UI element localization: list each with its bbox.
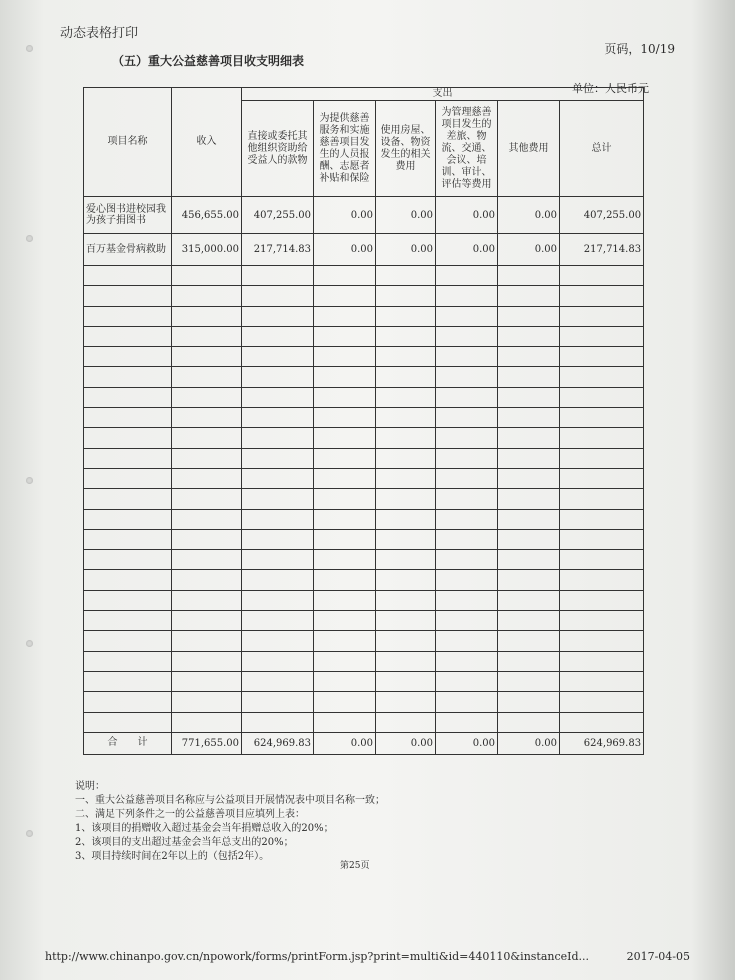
empty-cell: [560, 590, 644, 610]
empty-cell: [242, 712, 314, 732]
empty-cell: [242, 509, 314, 529]
empty-cell: [314, 590, 376, 610]
sum-label: 合 计: [84, 732, 172, 754]
empty-cell: [436, 611, 498, 631]
empty-cell: [242, 367, 314, 387]
empty-cell: [436, 448, 498, 468]
sum-mgmt: 0.00: [436, 732, 498, 754]
note-line: 3、项目持续时间在2年以上的（包括2年）。: [75, 851, 270, 862]
empty-row: [84, 286, 644, 306]
empty-cell: [376, 631, 436, 651]
empty-cell: [498, 408, 560, 428]
empty-cell: [376, 570, 436, 590]
punch-hole: [26, 477, 33, 484]
empty-cell: [376, 266, 436, 286]
empty-cell: [172, 428, 242, 448]
empty-cell: [498, 326, 560, 346]
empty-row: [84, 266, 644, 286]
empty-cell: [314, 387, 376, 407]
empty-cell: [498, 671, 560, 691]
punch-hole: [26, 830, 33, 837]
note-line: 2、该项目的支出超过基金会当年总支出的20%；: [75, 837, 294, 848]
empty-cell: [84, 651, 172, 671]
empty-cell: [84, 712, 172, 732]
empty-cell: [560, 367, 644, 387]
empty-cell: [314, 611, 376, 631]
empty-cell: [436, 326, 498, 346]
empty-cell: [436, 671, 498, 691]
empty-cell: [84, 347, 172, 367]
empty-cell: [84, 428, 172, 448]
punch-hole: [26, 235, 33, 242]
empty-cell: [560, 611, 644, 631]
empty-cell: [498, 306, 560, 326]
notes-heading: 说明：: [75, 781, 105, 792]
empty-rows: [84, 266, 644, 733]
empty-row: [84, 326, 644, 346]
empty-row: [84, 692, 644, 712]
empty-cell: [84, 448, 172, 468]
empty-cell: [84, 387, 172, 407]
empty-cell: [560, 489, 644, 509]
empty-cell: [376, 529, 436, 549]
empty-cell: [242, 408, 314, 428]
header-facilities: 使用房屋、设备、物资发生的相关费用: [376, 101, 436, 197]
empty-cell: [314, 326, 376, 346]
empty-row: [84, 468, 644, 488]
empty-cell: [376, 448, 436, 468]
mgmt-cell: 0.00: [436, 197, 498, 234]
empty-cell: [84, 671, 172, 691]
direct-cell: 407,255.00: [242, 197, 314, 234]
empty-cell: [498, 712, 560, 732]
empty-cell: [242, 448, 314, 468]
empty-cell: [436, 367, 498, 387]
sum-other: 0.00: [498, 732, 560, 754]
empty-cell: [172, 306, 242, 326]
empty-cell: [84, 367, 172, 387]
empty-row: [84, 550, 644, 570]
table-row: [84, 234, 644, 266]
empty-cell: [84, 570, 172, 590]
empty-cell: [242, 692, 314, 712]
empty-cell: [376, 347, 436, 367]
empty-cell: [498, 387, 560, 407]
total-cell: 407,255.00: [560, 197, 644, 234]
header-expense-group: 支出: [242, 88, 644, 101]
empty-cell: [84, 489, 172, 509]
print-date: 2017-04-05: [626, 950, 690, 963]
empty-cell: [172, 326, 242, 346]
empty-row: [84, 387, 644, 407]
empty-cell: [560, 326, 644, 346]
empty-cell: [560, 408, 644, 428]
empty-cell: [242, 326, 314, 346]
empty-cell: [376, 428, 436, 448]
empty-cell: [242, 590, 314, 610]
header-total: 总计: [560, 101, 644, 197]
empty-cell: [172, 671, 242, 691]
other-cell: 0.00: [498, 197, 560, 234]
empty-row: [84, 509, 644, 529]
empty-cell: [376, 306, 436, 326]
empty-cell: [314, 347, 376, 367]
empty-row: [84, 367, 644, 387]
empty-cell: [242, 489, 314, 509]
empty-cell: [376, 387, 436, 407]
sheet-page-number: 第25页: [340, 861, 370, 871]
empty-cell: [436, 347, 498, 367]
empty-cell: [560, 347, 644, 367]
note-line: 1、该项目的捐赠收入超过基金会当年捐赠总收入的20%；: [75, 823, 334, 834]
empty-cell: [498, 428, 560, 448]
empty-cell: [498, 651, 560, 671]
empty-cell: [436, 692, 498, 712]
sum-facilities: 0.00: [376, 732, 436, 754]
empty-row: [84, 306, 644, 326]
empty-cell: [560, 671, 644, 691]
empty-row: [84, 489, 644, 509]
header-project-name: 项目名称: [84, 88, 172, 197]
empty-cell: [242, 286, 314, 306]
empty-cell: [84, 550, 172, 570]
empty-cell: [314, 286, 376, 306]
empty-cell: [314, 468, 376, 488]
direct-cell: 217,714.83: [242, 234, 314, 266]
project-name-cell: 百万基金骨病救助: [84, 234, 172, 266]
empty-cell: [560, 651, 644, 671]
project-name-cell: 爱心图书进校园我为孩子捐图书: [84, 197, 172, 234]
empty-cell: [436, 387, 498, 407]
empty-cell: [376, 468, 436, 488]
income-cell: 315,000.00: [172, 234, 242, 266]
empty-cell: [314, 509, 376, 529]
empty-cell: [172, 550, 242, 570]
empty-cell: [172, 387, 242, 407]
empty-cell: [560, 550, 644, 570]
empty-cell: [376, 692, 436, 712]
facilities-cell: 0.00: [376, 197, 436, 234]
empty-cell: [376, 286, 436, 306]
empty-cell: [498, 468, 560, 488]
empty-cell: [314, 448, 376, 468]
empty-cell: [314, 529, 376, 549]
empty-cell: [172, 611, 242, 631]
empty-cell: [314, 712, 376, 732]
empty-cell: [242, 468, 314, 488]
empty-cell: [498, 529, 560, 549]
empty-cell: [242, 611, 314, 631]
empty-cell: [560, 266, 644, 286]
empty-cell: [84, 306, 172, 326]
empty-cell: [560, 712, 644, 732]
empty-cell: [498, 509, 560, 529]
empty-cell: [314, 692, 376, 712]
empty-row: [84, 631, 644, 651]
empty-cell: [560, 387, 644, 407]
income-cell: 456,655.00: [172, 197, 242, 234]
empty-cell: [172, 448, 242, 468]
empty-cell: [242, 671, 314, 691]
empty-cell: [436, 590, 498, 610]
empty-cell: [242, 266, 314, 286]
sum-personnel: 0.00: [314, 732, 376, 754]
empty-cell: [498, 590, 560, 610]
empty-cell: [242, 529, 314, 549]
other-cell: 0.00: [498, 234, 560, 266]
empty-cell: [498, 611, 560, 631]
empty-cell: [314, 550, 376, 570]
empty-row: [84, 428, 644, 448]
empty-cell: [498, 347, 560, 367]
empty-cell: [376, 550, 436, 570]
empty-cell: [498, 631, 560, 651]
empty-cell: [314, 631, 376, 651]
empty-cell: [84, 529, 172, 549]
empty-row: [84, 529, 644, 549]
empty-cell: [498, 266, 560, 286]
empty-cell: [560, 509, 644, 529]
empty-cell: [436, 631, 498, 651]
empty-cell: [436, 489, 498, 509]
empty-row: [84, 611, 644, 631]
empty-cell: [172, 408, 242, 428]
empty-cell: [376, 712, 436, 732]
header-mgmt: 为管理慈善项目发生的差旅、物流、交通、会议、培训、审计、评估等费用: [436, 101, 498, 197]
empty-cell: [172, 712, 242, 732]
empty-cell: [242, 347, 314, 367]
empty-cell: [172, 631, 242, 651]
empty-cell: [172, 590, 242, 610]
empty-cell: [560, 631, 644, 651]
empty-row: [84, 590, 644, 610]
empty-cell: [172, 286, 242, 306]
empty-row: [84, 712, 644, 732]
page-indicator: 页码，10/19: [604, 42, 675, 56]
empty-cell: [498, 550, 560, 570]
empty-cell: [560, 286, 644, 306]
empty-row: [84, 347, 644, 367]
empty-cell: [84, 326, 172, 346]
empty-cell: [436, 712, 498, 732]
empty-cell: [376, 489, 436, 509]
empty-cell: [436, 570, 498, 590]
empty-cell: [84, 590, 172, 610]
empty-cell: [376, 611, 436, 631]
empty-cell: [172, 266, 242, 286]
empty-cell: [172, 529, 242, 549]
empty-cell: [314, 489, 376, 509]
empty-cell: [376, 326, 436, 346]
empty-cell: [314, 428, 376, 448]
empty-cell: [498, 570, 560, 590]
empty-cell: [560, 448, 644, 468]
empty-cell: [436, 306, 498, 326]
empty-cell: [84, 468, 172, 488]
empty-cell: [436, 550, 498, 570]
empty-cell: [314, 367, 376, 387]
empty-cell: [376, 651, 436, 671]
header-other: 其他费用: [498, 101, 560, 197]
empty-cell: [314, 570, 376, 590]
notes-section: [75, 780, 385, 864]
form-title: （五）重大公益慈善项目收支明细表: [112, 54, 305, 68]
empty-cell: [436, 408, 498, 428]
empty-cell: [314, 266, 376, 286]
app-title: 动态表格打印: [60, 26, 139, 41]
sum-direct: 624,969.83: [242, 732, 314, 754]
sum-income: 771,655.00: [172, 732, 242, 754]
empty-cell: [436, 428, 498, 448]
table-row: [84, 197, 644, 234]
empty-cell: [376, 408, 436, 428]
empty-cell: [242, 306, 314, 326]
empty-cell: [242, 570, 314, 590]
header-personnel: 为提供慈善服务和实施慈善项目发生的人员报酬、志愿者补贴和保险: [314, 101, 376, 197]
empty-cell: [84, 408, 172, 428]
empty-cell: [498, 692, 560, 712]
empty-cell: [314, 306, 376, 326]
empty-cell: [436, 266, 498, 286]
empty-cell: [376, 367, 436, 387]
facilities-cell: 0.00: [376, 234, 436, 266]
empty-row: [84, 671, 644, 691]
empty-row: [84, 408, 644, 428]
punch-hole: [26, 45, 33, 52]
empty-row: [84, 448, 644, 468]
personnel-cell: 0.00: [314, 234, 376, 266]
empty-cell: [242, 428, 314, 448]
empty-cell: [172, 468, 242, 488]
empty-cell: [84, 692, 172, 712]
empty-cell: [314, 408, 376, 428]
empty-cell: [498, 286, 560, 306]
empty-cell: [242, 550, 314, 570]
currency-unit: 单位：人民币元: [572, 82, 649, 95]
empty-cell: [172, 692, 242, 712]
empty-cell: [498, 367, 560, 387]
empty-cell: [560, 529, 644, 549]
empty-cell: [498, 489, 560, 509]
empty-cell: [436, 286, 498, 306]
empty-cell: [314, 651, 376, 671]
empty-cell: [560, 306, 644, 326]
empty-cell: [172, 347, 242, 367]
sum-total: 624,969.83: [560, 732, 644, 754]
total-cell: 217,714.83: [560, 234, 644, 266]
empty-cell: [436, 651, 498, 671]
empty-cell: [172, 367, 242, 387]
empty-cell: [376, 671, 436, 691]
empty-cell: [436, 509, 498, 529]
punch-hole: [26, 640, 33, 647]
note-line: 一、重大公益慈善项目名称应与公益项目开展情况表中项目名称一致；: [75, 795, 385, 806]
empty-cell: [84, 286, 172, 306]
empty-cell: [172, 509, 242, 529]
empty-cell: [436, 529, 498, 549]
print-url: http://www.chinanpo.gov.cn/npowork/forms/printForm.jsp?print=multi&id=440110&instanceId...: [45, 950, 590, 963]
project-table: [83, 87, 644, 755]
empty-cell: [560, 428, 644, 448]
empty-cell: [172, 489, 242, 509]
empty-cell: [560, 468, 644, 488]
note-line: 二、满足下列条件之一的公益慈善项目应填列上表：: [75, 809, 305, 820]
empty-cell: [242, 387, 314, 407]
empty-cell: [314, 671, 376, 691]
empty-row: [84, 651, 644, 671]
empty-cell: [172, 651, 242, 671]
mgmt-cell: 0.00: [436, 234, 498, 266]
header-direct: 直接或委托其他组织资助给受益人的款物: [242, 101, 314, 197]
empty-cell: [84, 266, 172, 286]
empty-cell: [436, 468, 498, 488]
empty-cell: [242, 631, 314, 651]
empty-cell: [560, 570, 644, 590]
empty-cell: [84, 611, 172, 631]
personnel-cell: 0.00: [314, 197, 376, 234]
header-income: 收入: [172, 88, 242, 197]
empty-cell: [498, 448, 560, 468]
empty-cell: [376, 590, 436, 610]
empty-cell: [376, 509, 436, 529]
empty-cell: [242, 651, 314, 671]
empty-cell: [84, 509, 172, 529]
empty-cell: [560, 692, 644, 712]
empty-cell: [172, 570, 242, 590]
sum-row: [84, 732, 644, 754]
empty-row: [84, 570, 644, 590]
empty-cell: [84, 631, 172, 651]
